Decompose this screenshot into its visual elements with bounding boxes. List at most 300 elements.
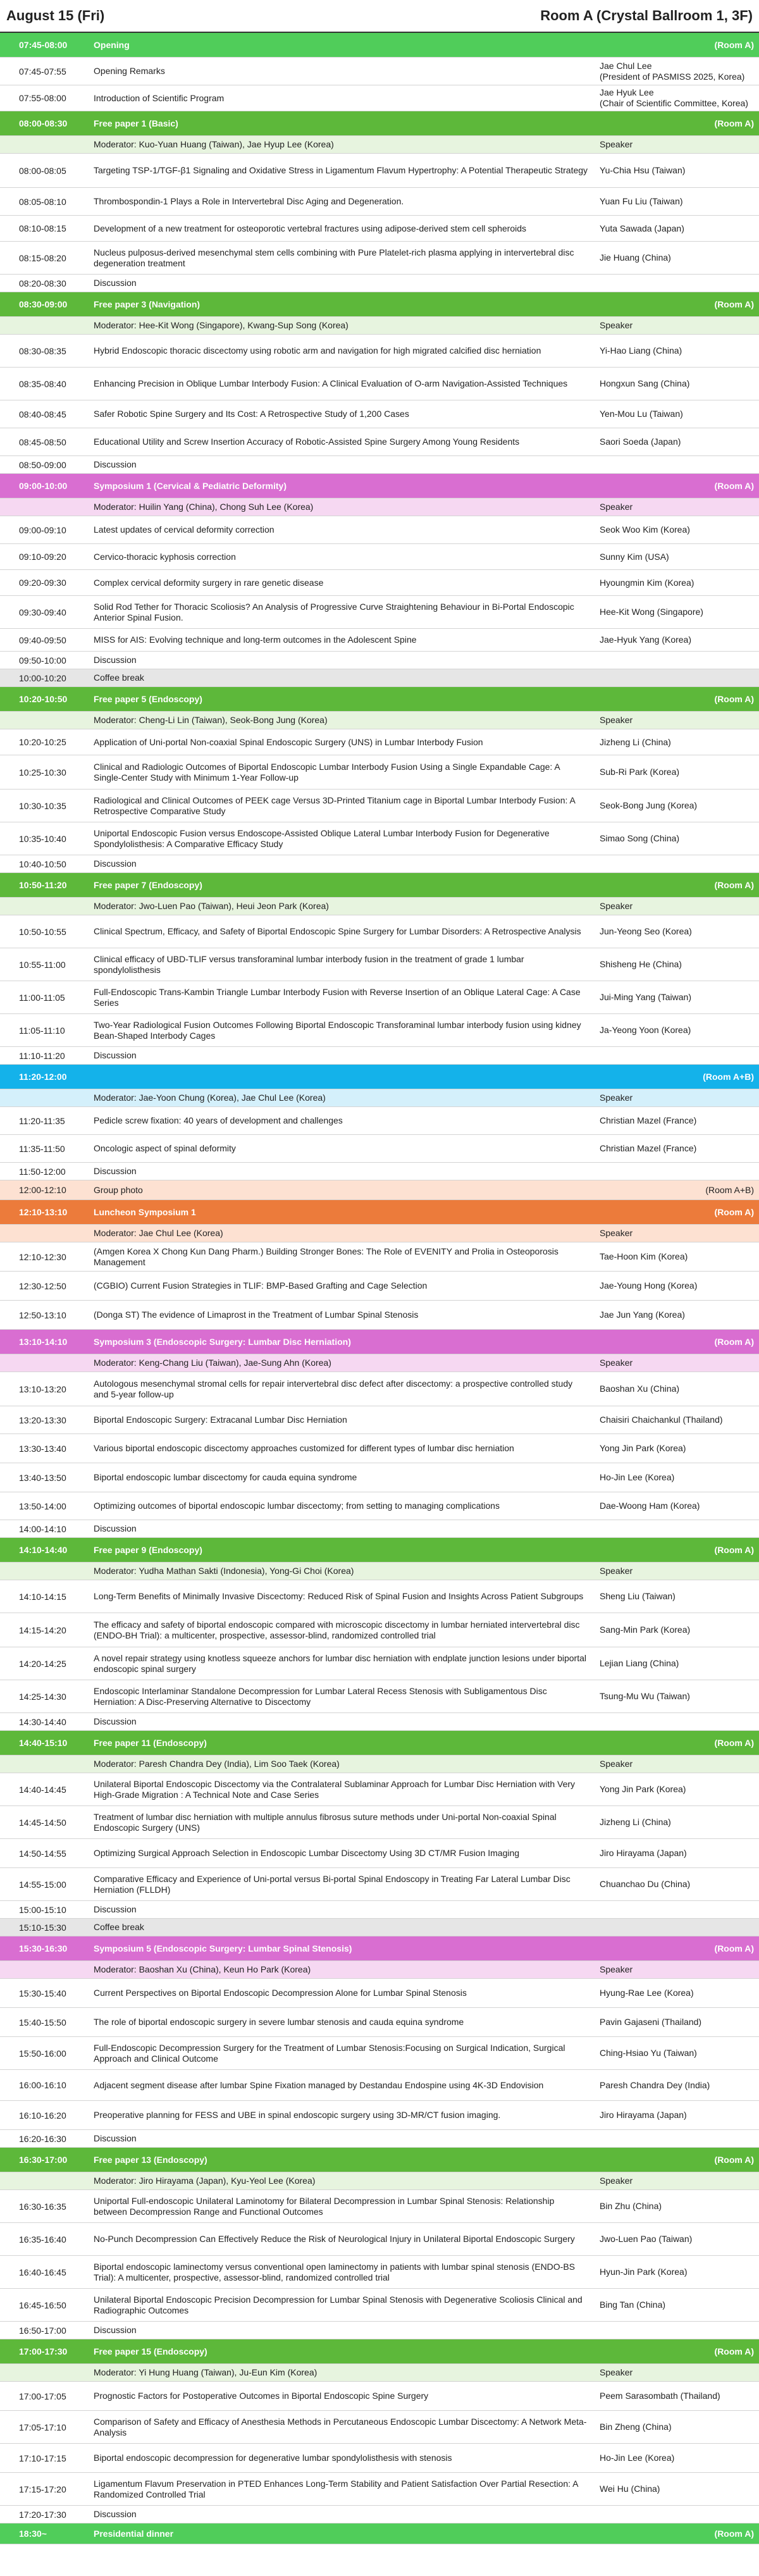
talk-speaker xyxy=(595,1143,759,1154)
talk-speaker xyxy=(595,2110,759,2121)
speaker-name: Jun-Yeong Seo (Korea) xyxy=(600,926,692,936)
talk-row xyxy=(0,1107,759,1135)
talk-time: 12:30-12:50 xyxy=(19,1280,66,1291)
talk-row xyxy=(0,2444,759,2473)
talk-time: 16:40-16:45 xyxy=(19,2267,66,2277)
moderator-text: Moderator: Yi Hung Huang (Taiwan), Ju-Eun Kim (Korea) xyxy=(94,2367,318,2377)
speaker-name: Wei Hu (China) xyxy=(600,2484,660,2494)
speaker-column-header: Speaker xyxy=(600,1228,633,1238)
talk-speaker xyxy=(595,635,759,645)
talk-time: 10:35-10:40 xyxy=(19,833,66,844)
session-room: (Room A) xyxy=(714,40,754,50)
talk-row xyxy=(0,544,759,570)
session-title: Luncheon Symposium 1 xyxy=(94,1206,196,1217)
talk-row xyxy=(0,1406,759,1434)
speaker-column-header: Speaker xyxy=(600,1358,633,1368)
talk-title: Nucleus pulposus-derived mesenchymal stem cells combining with Pure Platelet-rich plasma applying in intervertebral disc degeneration treatment xyxy=(94,247,574,268)
session-title: Free paper 11 (Endoscopy) xyxy=(94,1737,207,1748)
talk-time: 11:20-11:35 xyxy=(19,1115,65,1126)
break-title: Coffee break xyxy=(94,1922,144,1932)
session-title: Free paper 15 (Endoscopy) xyxy=(94,2346,207,2356)
talk-speaker xyxy=(595,2048,759,2059)
talk-title: Endoscopic Interlaminar Standalone Decompression for Lumbar Lateral Recess Stenosis with Subligamentous Disc Herniation: A Disc-Preserving Alternative to Discectomy xyxy=(94,1685,547,1707)
talk-row xyxy=(0,1839,759,1868)
session-title: Symposium 3 (Endoscopic Surgery: Lumbar Disc Herniation) xyxy=(94,1336,351,1347)
session-room: (Room A) xyxy=(714,2155,754,2165)
speaker-name: Hyung-Rae Lee (Korea) xyxy=(600,1988,694,1998)
talk-title: Discussion xyxy=(94,1523,137,1533)
talk-title: Discussion xyxy=(94,278,137,288)
session-header xyxy=(0,1936,759,1961)
talk-title: Biportal endoscopic decompression for degenerative lumbar spondylolisthesis with stenosis xyxy=(94,2453,452,2463)
talk-row xyxy=(0,2506,759,2523)
talk-row xyxy=(0,216,759,242)
speaker-name: Jwo-Luen Pao (Taiwan) xyxy=(600,2234,693,2244)
talk-speaker xyxy=(595,1384,759,1394)
speaker-name: Jae Hyuk Lee xyxy=(600,87,654,97)
moderator-text: Moderator: Hee-Kit Wong (Singapore), Kwang-Sup Song (Korea) xyxy=(94,320,349,330)
talk-title: Autologous mesenchymal stromal cells for repair intervertebral disc defect after discectomy: a prospective controlled study and 5-year follow-up xyxy=(94,1378,573,1399)
coffee-break-row xyxy=(0,1919,759,1936)
talk-row xyxy=(0,2256,759,2289)
speaker-name: Lejian Liang (China) xyxy=(600,1658,679,1668)
talk-speaker xyxy=(595,1848,759,1859)
talk-row xyxy=(0,1979,759,2008)
session-header xyxy=(0,1330,759,1354)
talk-speaker xyxy=(595,2484,759,2494)
speaker-name: Hyun-Jin Park (Korea) xyxy=(600,2267,688,2277)
talk-row xyxy=(0,2223,759,2256)
session-header xyxy=(0,292,759,317)
talk-time: 12:10-12:30 xyxy=(19,1251,66,1262)
talk-title: Discussion xyxy=(94,655,137,665)
session-title: Opening xyxy=(94,39,130,50)
talk-row xyxy=(0,596,759,629)
talk-time: 08:40-08:45 xyxy=(19,409,66,419)
talk-title: Application of Uni-portal Non-coaxial Spinal Endoscopic Surgery (UNS) in Lumbar Interbody Fusion xyxy=(94,736,483,747)
talk-row xyxy=(0,2037,759,2070)
talk-row xyxy=(0,1135,759,1163)
session-time: 08:00-08:30 xyxy=(19,118,68,128)
talk-row xyxy=(0,1613,759,1647)
talk-title: Radiological and Clinical Outcomes of PEEK cage Versus 3D-Printed Titanium cage in Biportal Lumbar Interbody Fusion: A Retrospective Comparative Study xyxy=(94,795,576,816)
speaker-name: Jiro Hirayama (Japan) xyxy=(600,2110,687,2120)
talk-time: 10:25-10:30 xyxy=(19,767,66,777)
talk-title: Full-Endoscopic Trans-Kambin Triangle Lumbar Interbody Fusion with Reverse Insertion of an Oblique Lateral Cage: A Case Series xyxy=(94,986,581,1008)
talk-time: 14:40-14:45 xyxy=(19,1784,66,1795)
talk-title: The role of biportal endoscopic surgery in severe lumbar stenosis and cauda equina syndrome xyxy=(94,2017,464,2027)
talk-time: 08:10-08:15 xyxy=(19,223,66,233)
session-time: 09:00-10:00 xyxy=(19,481,68,491)
session-room: (Room A) xyxy=(714,481,754,491)
talk-speaker xyxy=(595,61,759,82)
talk-row xyxy=(0,2382,759,2411)
talk-row xyxy=(0,981,759,1014)
session-room: (Room A) xyxy=(714,1337,754,1347)
talk-row xyxy=(0,652,759,669)
speaker-name: Seok Woo Kim (Korea) xyxy=(600,524,690,535)
talk-time: 15:40-15:50 xyxy=(19,2017,66,2028)
speaker-name: Christian Mazel (France) xyxy=(600,1143,697,1153)
talk-speaker xyxy=(595,2080,759,2091)
speaker-name: Ching-Hsiao Yu (Taiwan) xyxy=(600,2048,697,2058)
speaker-name: Tsung-Mu Wu (Taiwan) xyxy=(600,1691,690,1701)
talk-title: (Amgen Korea X Chong Kun Dang Pharm.) Building Stronger Bones: The Role of EVENITY and Prolia in Osteoporosis Management xyxy=(94,1246,558,1267)
moderator-row xyxy=(0,1225,759,1242)
talk-row xyxy=(0,242,759,275)
talk-title: Complex cervical deformity surgery in rare genetic disease xyxy=(94,577,324,588)
talk-title: Long-Term Benefits of Minimally Invasive Discectomy: Reduced Risk of Spinal Fusion and Insights Across Patient Subgroups xyxy=(94,1591,584,1601)
talk-time: 11:50-12:00 xyxy=(19,1166,66,1177)
talk-time: 08:20-08:30 xyxy=(19,278,66,288)
talk-time: 08:35-08:40 xyxy=(19,378,66,389)
talk-row xyxy=(0,915,759,948)
talk-row xyxy=(0,629,759,652)
moderator-text: Moderator: Yudha Mathan Sakti (Indonesia), Yong-Gi Choi (Korea) xyxy=(94,1566,354,1576)
moderator-row xyxy=(0,1756,759,1773)
talk-title: Prognostic Factors for Postoperative Outcomes in Biportal Endoscopic Spine Surgery xyxy=(94,2391,429,2401)
moderator-text: Moderator: Paresh Chandra Dey (India), Lim Soo Taek (Korea) xyxy=(94,1759,340,1769)
talk-row xyxy=(0,2130,759,2148)
talk-row xyxy=(0,1713,759,1731)
talk-time: 08:45-08:50 xyxy=(19,437,66,447)
talk-time: 09:10-09:20 xyxy=(19,552,66,562)
talk-row xyxy=(0,2289,759,2322)
speaker-name: Paresh Chandra Dey (India) xyxy=(600,2079,710,2090)
speaker-name: Jae Jun Yang (Korea) xyxy=(600,1310,685,1320)
speaker-column-header: Speaker xyxy=(600,901,633,911)
talk-title: MISS for AIS: Evolving technique and long-term outcomes in the Adolescent Spine xyxy=(94,635,417,645)
talk-title: Uniportal Endoscopic Fusion versus Endoscope-Assisted Oblique Lateral Lumbar Interbody Fusion for Degenerative Spondylolisthesis: A Comparative Efficacy Study xyxy=(94,827,550,849)
talk-time: 09:30-09:40 xyxy=(19,607,66,617)
speaker-name: Yen-Mou Lu (Taiwan) xyxy=(600,409,683,419)
talk-speaker xyxy=(595,1988,759,1998)
talk-row xyxy=(0,1580,759,1613)
session-time: 08:30-09:00 xyxy=(19,299,68,309)
talk-row xyxy=(0,516,759,544)
talk-row xyxy=(0,2008,759,2037)
talk-speaker xyxy=(595,2453,759,2463)
session-room: (Room A) xyxy=(714,1545,754,1555)
program-table xyxy=(0,33,759,2544)
moderator-text: Moderator: Jiro Hirayama (Japan), Kyu-Yeol Lee (Korea) xyxy=(94,2176,316,2186)
session-time: 10:50-11:20 xyxy=(19,880,67,890)
talk-title: A novel repair strategy using knotless squeeze anchors for lumbar disc herniation with endplate junction lesions under biportal endoscopic spinal surgery xyxy=(94,1652,587,1674)
talk-title: Uniportal Full-endoscopic Unilateral Laminotomy for Bilateral Decompression in Lumbar Spinal Stenosis: Relationship between Decompression Range and Functional Outcomes xyxy=(94,2195,555,2217)
talk-time: 09:00-09:10 xyxy=(19,524,66,535)
speaker-column-header: Speaker xyxy=(600,502,633,512)
session-time: 13:10-14:10 xyxy=(19,1337,68,1347)
talk-speaker xyxy=(595,767,759,777)
talk-time: 10:40-10:50 xyxy=(19,858,66,869)
speaker-name: Sub-Ri Park (Korea) xyxy=(600,767,680,777)
talk-time: 13:10-13:20 xyxy=(19,1384,66,1394)
talk-title: Preoperative planning for FESS and UBE in spinal endoscopic surgery using 3D-MR/CT fusion imaging. xyxy=(94,2110,501,2120)
session-time: 15:30-16:30 xyxy=(19,1943,68,1954)
talk-row xyxy=(0,188,759,216)
session-room: (Room A) xyxy=(714,1943,754,1954)
talk-title: Optimizing outcomes of biportal endoscopic lumbar discectomy; from setting to managing complications xyxy=(94,1501,500,1511)
talk-title: Discussion xyxy=(94,858,137,869)
talk-time: 14:00-14:10 xyxy=(19,1523,66,1534)
session-header xyxy=(0,687,759,712)
session-header xyxy=(0,873,759,898)
talk-row xyxy=(0,1868,759,1901)
talk-title: Biportal Endoscopic Surgery: Extracanal Lumbar Disc Herniation xyxy=(94,1415,347,1425)
session-time: 14:40-15:10 xyxy=(19,1738,68,1748)
talk-title: Optimizing Surgical Approach Selection in Endoscopic Lumbar Discectomy Using 3D CT/MR Fusion Imaging xyxy=(94,1848,520,1858)
talk-title: Enhancing Precision in Oblique Lumbar Interbody Fusion: A Clinical Evaluation of O-arm Navigation-Assisted Techniques xyxy=(94,378,568,388)
talk-time: 15:00-15:10 xyxy=(19,1904,66,1915)
session-header xyxy=(0,1065,759,1089)
talk-speaker xyxy=(595,1115,759,1126)
coffee-break-row xyxy=(0,669,759,687)
talk-time: 08:00-08:05 xyxy=(19,165,66,176)
talk-row xyxy=(0,1301,759,1330)
talk-time: 11:10-11:20 xyxy=(19,1050,65,1061)
talk-row xyxy=(0,755,759,790)
talk-row xyxy=(0,154,759,188)
moderator-row xyxy=(0,136,759,154)
talk-title: Clinical efficacy of UBD-TLIF versus transforaminal lumbar interbody fusion in the treatment of grade 1 lumbar spondylolisthesis xyxy=(94,953,524,975)
talk-title: Adjacent segment disease after lumbar Spine Fixation managed by Destandau Endospine using 4K-3D Endovision xyxy=(94,2079,544,2090)
talk-speaker xyxy=(595,1443,759,1454)
talk-time: 08:30-08:35 xyxy=(19,345,66,356)
talk-row xyxy=(0,2190,759,2223)
talk-title: Clinical and Radiologic Outcomes of Biportal Endoscopic Lumbar Interbody Fusion Using a Single Expandable Cage: A Single-Center Study with Minimum 1-Year Follow-up xyxy=(94,761,560,783)
talk-speaker xyxy=(595,1472,759,1483)
talk-title: Discussion xyxy=(94,2325,137,2335)
talk-row xyxy=(0,58,759,85)
talk-title: Discussion xyxy=(94,1050,137,1060)
talk-title: Introduction of Scientific Program xyxy=(94,92,225,103)
talk-speaker xyxy=(595,2201,759,2212)
talk-time: 17:05-17:10 xyxy=(19,2422,66,2432)
talk-title: The efficacy and safety of biportal endoscopic compared with microscopic discectomy in lumbar herniated intervertebral disc (ENDO-BH Trial): a multicenter, prospective, assessor-blind, randomized controlled trial xyxy=(94,1619,580,1640)
talk-row xyxy=(0,275,759,292)
speaker-column-header: Speaker xyxy=(600,320,633,330)
talk-speaker xyxy=(595,2234,759,2245)
speaker-name: Yuan Fu Liu (Taiwan) xyxy=(600,196,683,206)
talk-time: 10:20-10:25 xyxy=(19,737,66,747)
speaker-name: Chuanchao Du (China) xyxy=(600,1879,691,1889)
talk-time: 14:25-14:30 xyxy=(19,1691,66,1702)
speaker-name: Bin Zheng (China) xyxy=(600,2422,672,2432)
speaker-name: Saori Soeda (Japan) xyxy=(600,437,681,447)
talk-time: 08:15-08:20 xyxy=(19,252,66,263)
break-room: (Room A+B) xyxy=(705,1185,754,1195)
session-time: 14:10-14:40 xyxy=(19,1545,68,1555)
speaker-name: Pavin Gajaseni (Thailand) xyxy=(600,2017,702,2027)
talk-time: 07:55-08:00 xyxy=(19,93,66,103)
talk-title: Two-Year Radiological Fusion Outcomes Following Biportal Endoscopic Transforaminal lumbar interbody fusion using kidney Bean-Shaped Interbody Cages xyxy=(94,1019,581,1041)
speaker-column-header: Speaker xyxy=(600,2367,633,2377)
talk-time: 16:45-16:50 xyxy=(19,2300,66,2310)
moderator-row xyxy=(0,2364,759,2382)
talk-speaker xyxy=(595,165,759,176)
talk-time: 08:50-09:00 xyxy=(19,459,66,470)
speaker-column-header: Speaker xyxy=(600,1964,633,1974)
talk-time: 17:10-17:15 xyxy=(19,2453,66,2463)
talk-speaker xyxy=(595,1310,759,1320)
talk-time: 15:50-16:00 xyxy=(19,2048,66,2059)
talk-title: (Donga ST) The evidence of Limaprost in the Treatment of Lumbar Spinal Stenosis xyxy=(94,1310,419,1320)
speaker-name: Sang-Min Park (Korea) xyxy=(600,1625,691,1635)
talk-time: 13:20-13:30 xyxy=(19,1415,66,1425)
talk-time: 16:10-16:20 xyxy=(19,2110,66,2121)
session-room: (Room A) xyxy=(714,880,754,890)
talk-speaker xyxy=(595,2300,759,2310)
group-photo-row xyxy=(0,1180,759,1200)
talk-row xyxy=(0,1520,759,1538)
talk-speaker xyxy=(595,345,759,356)
talk-row xyxy=(0,335,759,368)
talk-speaker xyxy=(595,2017,759,2028)
speaker-name: Sunny Kim (USA) xyxy=(600,551,669,562)
session-header xyxy=(0,474,759,498)
talk-title: Discussion xyxy=(94,2133,137,2143)
break-time: 10:00-10:20 xyxy=(19,672,66,683)
session-header xyxy=(0,33,759,58)
talk-title: Discussion xyxy=(94,2509,137,2519)
session-header xyxy=(0,111,759,136)
talk-title: Unilateral Biportal Endoscopic Precision Decompression for Lumbar Spinal Stenosis with Degenerative Scoliosis Clinical and Radiographic Outcomes xyxy=(94,2294,583,2315)
talk-row xyxy=(0,1242,759,1272)
talk-row xyxy=(0,729,759,755)
talk-title: Hybrid Endoscopic thoracic discectomy using robotic arm and navigation for high migrated calcified disc herniation xyxy=(94,345,541,356)
speaker-name: Dae-Woong Ham (Korea) xyxy=(600,1501,700,1511)
talk-speaker xyxy=(595,607,759,617)
talk-speaker xyxy=(595,1817,759,1828)
speaker-name: Jiro Hirayama (Japan) xyxy=(600,1848,687,1858)
session-header xyxy=(0,1731,759,1756)
talk-time: 14:10-14:15 xyxy=(19,1591,66,1602)
talk-title: Cervico-thoracic kyphosis correction xyxy=(94,551,236,562)
talk-speaker xyxy=(595,578,759,588)
speaker-name: Ho-Jin Lee (Korea) xyxy=(600,2453,675,2463)
talk-speaker xyxy=(595,437,759,447)
talk-speaker xyxy=(595,926,759,937)
moderator-row xyxy=(0,712,759,729)
session-title: Free paper 5 (Endoscopy) xyxy=(94,693,202,704)
talk-time: 16:20-16:30 xyxy=(19,2133,66,2144)
talk-time: 08:05-08:10 xyxy=(19,196,66,207)
break-title: Group photo xyxy=(94,1184,143,1195)
talk-row xyxy=(0,1272,759,1301)
talk-time: 14:45-14:50 xyxy=(19,1817,66,1828)
talk-title: Solid Rod Tether for Thoracic Scoliosis? An Analysis of Progressive Curve Straightening Behaviour in Bi-Portal Endoscopic Anterior Spinal Fusion. xyxy=(94,601,574,622)
talk-time: 13:50-14:00 xyxy=(19,1501,66,1511)
talk-row xyxy=(0,1647,759,1680)
talk-speaker xyxy=(595,1691,759,1702)
speaker-name: Seok-Bong Jung (Korea) xyxy=(600,800,698,810)
talk-time: 14:15-14:20 xyxy=(19,1625,66,1635)
speaker-name: Jae-Hyuk Yang (Korea) xyxy=(600,635,691,645)
talk-time: 10:30-10:35 xyxy=(19,800,66,811)
talk-speaker xyxy=(595,992,759,1003)
talk-speaker xyxy=(595,737,759,748)
talk-title: Clinical Spectrum, Efficacy, and Safety of Biportal Endoscopic Spine Surgery for Lumbar Disorders: A Retrospective Analysis xyxy=(94,926,581,936)
session-title: Presidential dinner xyxy=(94,2528,174,2539)
talk-time: 16:35-16:40 xyxy=(19,2234,66,2245)
speaker-name: Yi-Hao Liang (China) xyxy=(600,345,682,356)
talk-title: Latest updates of cervical deformity correction xyxy=(94,524,275,535)
talk-speaker xyxy=(595,1591,759,1602)
talk-title: Discussion xyxy=(94,1166,137,1176)
talk-time: 16:00-16:10 xyxy=(19,2080,66,2090)
session-room: (Room A) xyxy=(714,299,754,309)
talk-row xyxy=(0,1014,759,1047)
speaker-name: Chaisiri Chaichankul (Thailand) xyxy=(600,1415,723,1425)
talk-speaker xyxy=(595,378,759,389)
session-time: 12:10-13:10 xyxy=(19,1207,68,1217)
talk-speaker xyxy=(595,959,759,970)
break-title: Coffee break xyxy=(94,672,144,683)
speaker-name: Yong Jin Park (Korea) xyxy=(600,1784,686,1794)
talk-row xyxy=(0,1163,759,1180)
moderator-text: Moderator: Jae Chul Lee (Korea) xyxy=(94,1228,223,1238)
talk-title: Educational Utility and Screw Insertion Accuracy of Robotic-Assisted Spine Surgery Among Young Residents xyxy=(94,437,520,447)
talk-speaker xyxy=(595,1251,759,1262)
talk-row xyxy=(0,790,759,822)
session-title: Free paper 1 (Basic) xyxy=(94,118,178,128)
talk-time: 11:35-11:50 xyxy=(19,1143,65,1154)
talk-time: 10:50-10:55 xyxy=(19,926,66,937)
speaker-name: Jizheng Li (China) xyxy=(600,736,671,747)
session-title: Symposium 5 (Endoscopic Surgery: Lumbar Spinal Stenosis) xyxy=(94,1943,352,1954)
session-time: 18:30~ xyxy=(19,2529,47,2539)
talk-title: Discussion xyxy=(94,1716,137,1726)
session-title: Symposium 1 (Cervical & Pediatric Deformity) xyxy=(94,480,287,491)
talk-row xyxy=(0,2322,759,2339)
talk-time: 14:55-15:00 xyxy=(19,1879,66,1890)
talk-row xyxy=(0,855,759,873)
talk-title: Full-Endoscopic Decompression Surgery for the Treatment of Lumbar Stenosis:Focusing on Surgical Indication, Surgical Approach and Clinical Outcome xyxy=(94,2042,565,2064)
moderator-row xyxy=(0,1354,759,1372)
talk-title: Development of a new treatment for osteoporotic vertebral fractures using adipose-derived stem cell spheroids xyxy=(94,223,527,233)
talk-time: 07:45-07:55 xyxy=(19,66,66,77)
talk-speaker xyxy=(595,2422,759,2432)
session-time: 07:45-08:00 xyxy=(19,40,68,50)
session-room: (Room A) xyxy=(714,2346,754,2356)
speaker-column-header: Speaker xyxy=(600,139,633,149)
moderator-row xyxy=(0,2172,759,2190)
talk-speaker xyxy=(595,1879,759,1890)
talk-time: 12:50-13:10 xyxy=(19,1310,66,1320)
session-header xyxy=(0,1200,759,1225)
talk-speaker xyxy=(595,1415,759,1425)
talk-row xyxy=(0,2411,759,2444)
talk-time: 16:30-16:35 xyxy=(19,2201,66,2212)
talk-row xyxy=(0,2070,759,2101)
speaker-name: Bing Tan (China) xyxy=(600,2300,666,2310)
talk-speaker xyxy=(595,223,759,234)
talk-title: Thrombospondin-1 Plays a Role in Intervertebral Disc Aging and Degeneration. xyxy=(94,196,404,206)
session-time: 17:00-17:30 xyxy=(19,2346,68,2356)
session-room: (Room A) xyxy=(714,118,754,128)
talk-row xyxy=(0,1463,759,1492)
speaker-column-header: Speaker xyxy=(600,1093,633,1103)
talk-speaker xyxy=(595,1658,759,1669)
talk-row xyxy=(0,948,759,981)
talk-speaker xyxy=(595,1280,759,1291)
talk-title: Safer Robotic Spine Surgery and Its Cost: A Retrospective Study of 1,200 Cases xyxy=(94,409,409,419)
talk-row xyxy=(0,2473,759,2506)
talk-speaker xyxy=(595,1501,759,1511)
moderator-row xyxy=(0,1563,759,1580)
talk-time: 09:40-09:50 xyxy=(19,635,66,645)
talk-speaker xyxy=(595,1784,759,1795)
